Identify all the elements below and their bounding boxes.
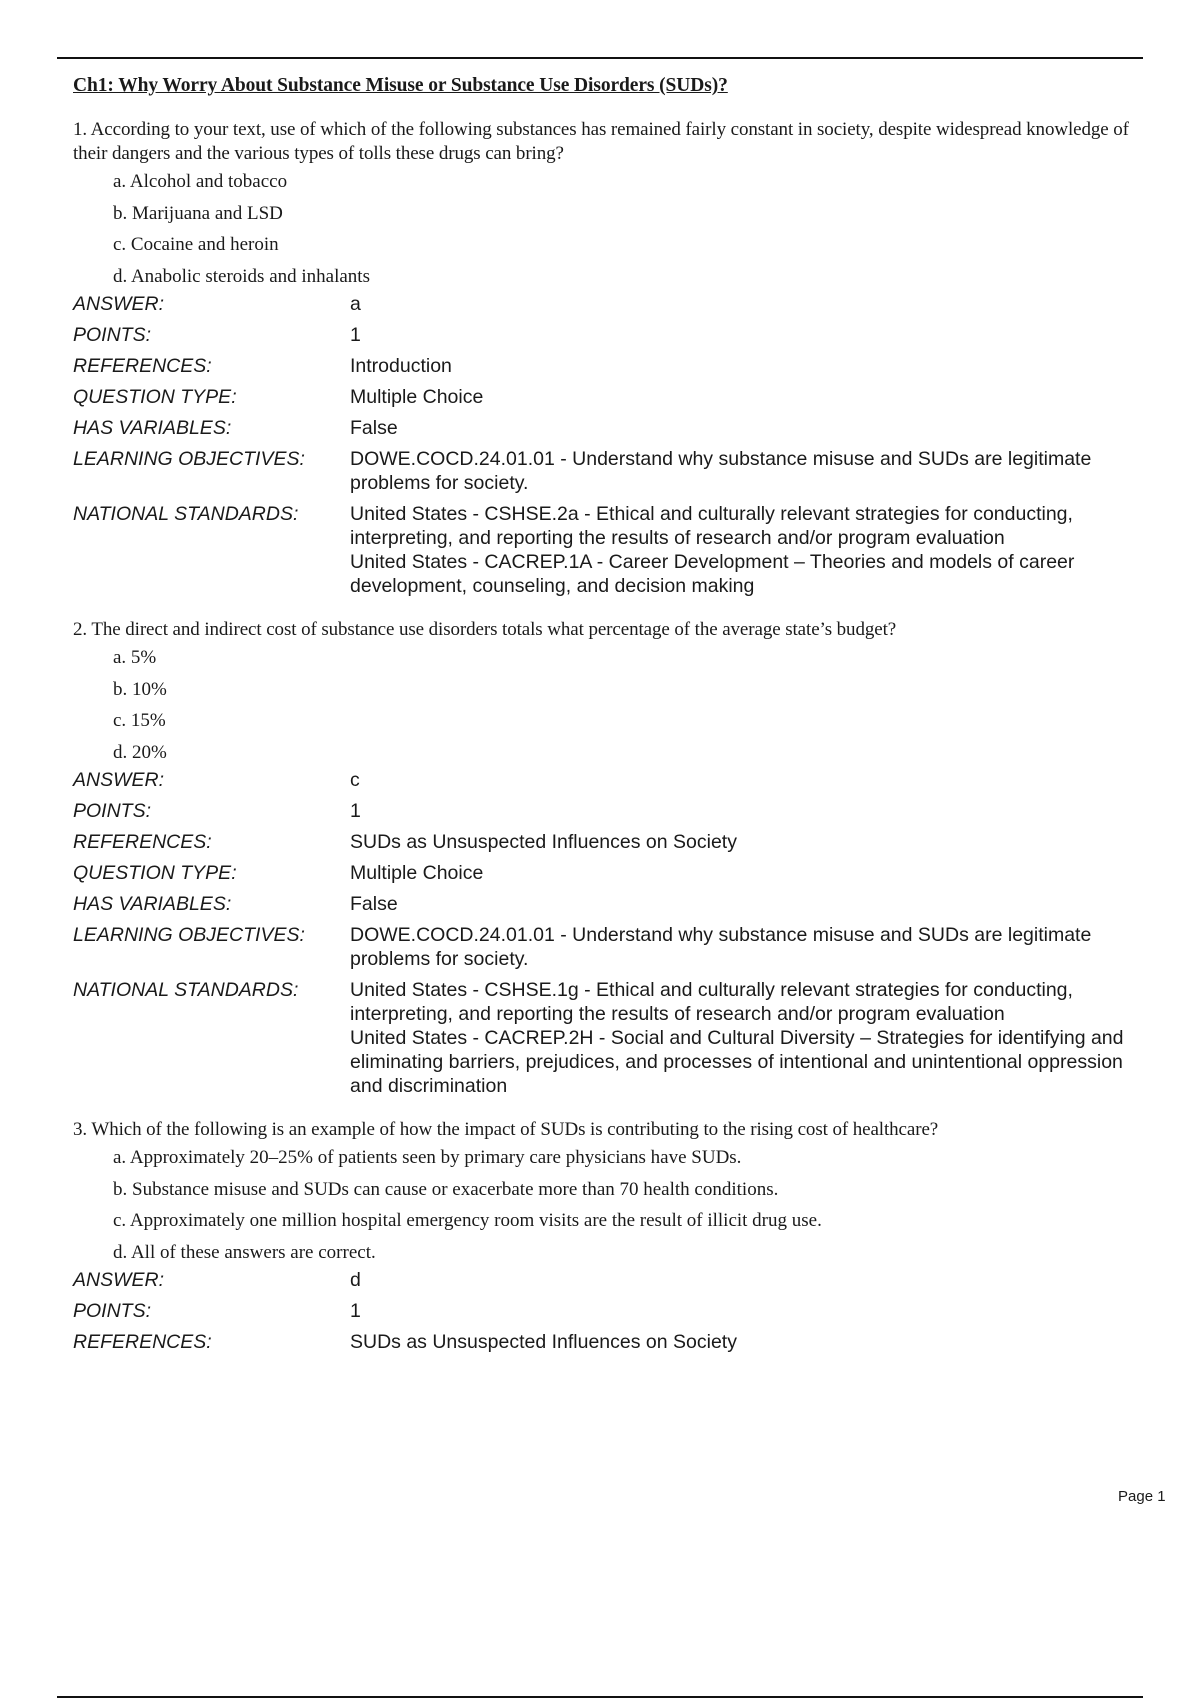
national-standard-item: United States - CACREP.2H - Social and Cultural Diversity – Strategies for identifying and eliminating barriers, prejudices, and processes of intentional and unintentional oppression and discrimination <box>350 1027 1124 1097</box>
learning-objectives-row <box>73 923 1143 971</box>
references-value: SUDs as Unsuspected Influences on Society <box>350 831 737 853</box>
answer-choices <box>73 166 1143 292</box>
references-label: REFERENCES: <box>73 355 212 377</box>
references-value: Introduction <box>350 355 452 377</box>
has-variables-label: HAS VARIABLES: <box>73 417 232 439</box>
has-variables-row <box>73 416 1143 440</box>
question-metadata <box>73 768 1143 1098</box>
learning-objectives-row <box>73 447 1143 495</box>
answer-value: a <box>350 293 361 315</box>
national-standard-item: United States - CACREP.1A - Career Development – Theories and models of career development, counseling, and decision making <box>350 551 1075 597</box>
answer-label: ANSWER: <box>73 769 165 791</box>
question-type-label: QUESTION TYPE: <box>73 862 237 884</box>
top-rule <box>57 57 1143 59</box>
question-stem: 2. The direct and indirect cost of substance use disorders totals what percentage of the average state’s budget? <box>73 619 897 640</box>
points-label: POINTS: <box>73 324 152 346</box>
answer-row <box>73 1268 1143 1292</box>
answer-label: ANSWER: <box>73 293 165 315</box>
references-row <box>73 1330 1143 1354</box>
question-type-row <box>73 861 1143 885</box>
question-type-label: QUESTION TYPE: <box>73 386 237 408</box>
page-number: Page 1 <box>1118 1488 1166 1505</box>
choice-a: a. 5% <box>113 647 157 668</box>
answer-choices <box>73 1142 1143 1268</box>
question-type-value: Multiple Choice <box>350 386 484 408</box>
bottom-rule <box>57 1696 1143 1698</box>
choice-c: c. Cocaine and heroin <box>113 234 279 255</box>
references-row <box>73 354 1143 378</box>
learning-objectives-label: LEARNING OBJECTIVES: <box>73 448 305 470</box>
has-variables-row <box>73 892 1143 916</box>
answer-row <box>73 768 1143 792</box>
choice-d: d. Anabolic steroids and inhalants <box>113 265 370 287</box>
question-type-value: Multiple Choice <box>350 862 484 884</box>
learning-objectives-label: LEARNING OBJECTIVES: <box>73 924 305 946</box>
question-2 <box>73 618 1143 1098</box>
chapter-title: Ch1: Why Worry About Substance Misuse or Substance Use Disorders (SUDs)? <box>73 75 728 96</box>
references-label: REFERENCES: <box>73 1331 212 1353</box>
national-standard-item: United States - CSHSE.2a - Ethical and culturally relevant strategies for conducting, interpreting, and reporting the results of research and/or program evaluation <box>350 503 1073 549</box>
choice-a: a. Approximately 20–25% of patients seen by primary care physicians have SUDs. <box>113 1147 742 1168</box>
question-stem: 1. According to your text, use of which of the following substances has remained fairly constant in society, despite widespread knowledge of their dangers and the various types of tolls these drugs can bring? <box>73 119 1129 164</box>
learning-objectives-value: DOWE.COCD.24.01.01 - Understand why substance misuse and SUDs are legitimate problems for society. <box>350 448 1092 494</box>
national-standards-label: NATIONAL STANDARDS: <box>73 979 299 1001</box>
question-metadata <box>73 1268 1143 1354</box>
has-variables-value: False <box>350 893 398 915</box>
has-variables-label: HAS VARIABLES: <box>73 893 232 915</box>
question-metadata <box>73 292 1143 598</box>
choice-c: c. Approximately one million hospital emergency room visits are the result of illicit drug use. <box>113 1210 822 1231</box>
national-standard-item: United States - CSHSE.1g - Ethical and culturally relevant strategies for conducting, interpreting, and reporting the results of research and/or program evaluation <box>350 979 1073 1025</box>
answer-choices <box>73 642 1143 768</box>
learning-objectives-value: DOWE.COCD.24.01.01 - Understand why substance misuse and SUDs are legitimate problems for society. <box>350 924 1092 970</box>
national-standards-value <box>350 502 1130 598</box>
document-page <box>73 72 1143 1374</box>
choice-b: b. Substance misuse and SUDs can cause or exacerbate more than 70 health conditions. <box>113 1178 779 1200</box>
question-stem: 3. Which of the following is an example of how the impact of SUDs is contributing to the rising cost of healthcare? <box>73 1119 939 1140</box>
points-row <box>73 799 1143 823</box>
answer-value: d <box>350 1269 361 1291</box>
question-type-row <box>73 385 1143 409</box>
references-label: REFERENCES: <box>73 831 212 853</box>
question-1 <box>73 118 1143 598</box>
choice-b: b. Marijuana and LSD <box>113 202 283 224</box>
national-standards-row <box>73 978 1143 1098</box>
points-value: 1 <box>350 1300 361 1322</box>
national-standards-label: NATIONAL STANDARDS: <box>73 503 299 525</box>
choice-c: c. 15% <box>113 710 166 731</box>
choice-b: b. 10% <box>113 678 167 700</box>
choice-a: a. Alcohol and tobacco <box>113 171 288 192</box>
points-row <box>73 323 1143 347</box>
national-standards-value <box>350 978 1130 1098</box>
choice-d: d. 20% <box>113 741 167 763</box>
has-variables-value: False <box>350 417 398 439</box>
answer-value: c <box>350 769 360 791</box>
answer-row <box>73 292 1143 316</box>
answer-label: ANSWER: <box>73 1269 165 1291</box>
points-row <box>73 1299 1143 1323</box>
points-value: 1 <box>350 800 361 822</box>
points-label: POINTS: <box>73 800 152 822</box>
question-3 <box>73 1118 1143 1354</box>
points-label: POINTS: <box>73 1300 152 1322</box>
choice-d: d. All of these answers are correct. <box>113 1241 376 1263</box>
references-row <box>73 830 1143 854</box>
national-standards-row <box>73 502 1143 598</box>
references-value: SUDs as Unsuspected Influences on Society <box>350 1331 737 1353</box>
points-value: 1 <box>350 324 361 346</box>
